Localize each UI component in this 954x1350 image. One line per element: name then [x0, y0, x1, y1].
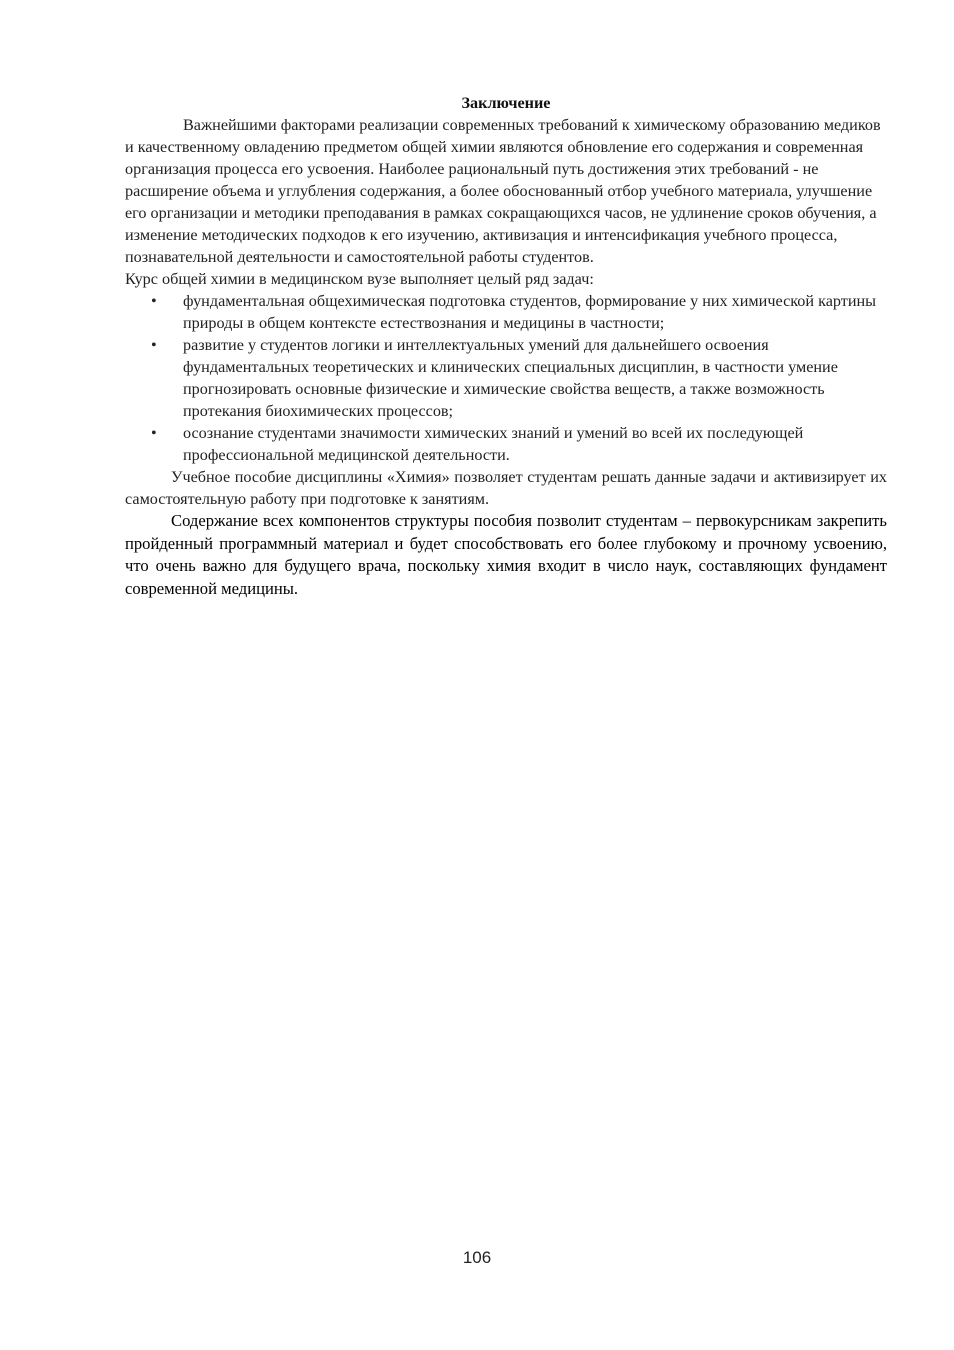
- section-heading: Заключение: [461, 94, 551, 112]
- list-item: [125, 290, 887, 334]
- final-paragraph: Содержание всех компонентов структуры пособия позволит студентам – первокурсникам закрепить пройденный программный материал и будет способствовать его более глубокому и прочному усвоению, что очень важно для будущего врача, поскольку химия входит в число наук, составляющих фундамент современной медицины.: [125, 511, 887, 598]
- page-number: 106: [462, 1248, 492, 1267]
- intro-paragraph: Важнейшими факторами реализации современных требований к химическому образованию медиков и качественному овладению предметом общей химии являются обновление его содержания и современная организация процесса его усвоения. Наиболее рациональный путь достижения этих требований - не расширение объема и углубления содержания, а более обоснованный отбор учебного материала, улучшение его организации и методики преподавания в рамках сокращающихся часов, не удлинение сроков обучения, а изменение методических подходов к его изучению, активизация и интенсификация учебного процесса, познавательной деятельности и самостоятельной работы студентов.: [125, 116, 881, 266]
- tasks-intro: Курс общей химии в медицинском вузе выполняет целый ряд задач:: [125, 270, 594, 288]
- list-item-text: развитие у студентов логики и интеллектуальных умений для дальнейшего освоения фундаментальных теоретических и клинических специальных дисциплин, в частности умение прогнозировать основные физические и химические свойства веществ, а также возможность протекания биохимических процессов;: [183, 336, 838, 420]
- bullet-icon: •: [151, 336, 157, 354]
- bullet-icon: •: [151, 292, 157, 310]
- list-item-text: осознание студентами значимости химических знаний и умений во всей их последующей профессиональной медицинской деятельности.: [183, 424, 804, 464]
- textbook-paragraph: Учебное пособие дисциплины «Химия» позволяет студентам решать данные задачи и активизирует их самостоятельную работу при подготовке к занятиям.: [125, 468, 887, 508]
- list-item: [125, 334, 887, 422]
- page-content: [125, 92, 887, 600]
- list-item-text: фундаментальная общехимическая подготовка студентов, формирование у них химической картины природы в общем контексте естествознания и медицины в частности;: [183, 292, 877, 332]
- list-item: [125, 422, 887, 466]
- tasks-list: [125, 290, 887, 466]
- bullet-icon: •: [151, 424, 157, 442]
